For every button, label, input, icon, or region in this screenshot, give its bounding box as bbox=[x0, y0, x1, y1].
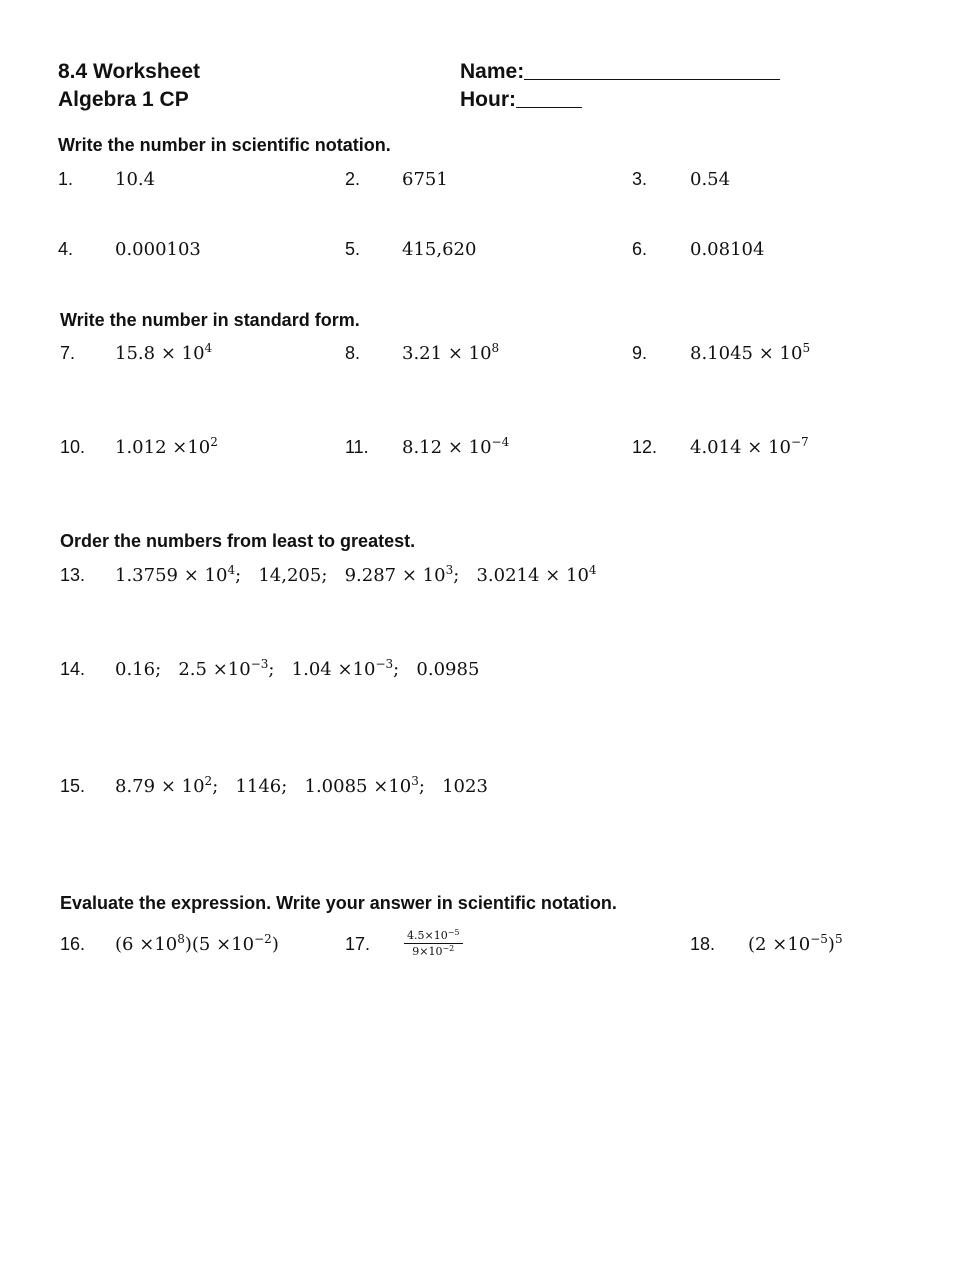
problem-number: 11. bbox=[345, 437, 369, 457]
problem-number: 16. bbox=[60, 934, 86, 954]
problem-expression: $8.1045 \times 10^5$ bbox=[690, 341, 811, 364]
problem-expression: $8.12 \times 10^{-4}$ bbox=[402, 435, 510, 458]
problem-number: 8. bbox=[345, 343, 361, 363]
problem-15-list: $8.79 \times 10^2$; 1146; $1.0085 \times 10^3$; 1023 bbox=[115, 774, 488, 797]
problem-14-list: 0.16; $2.5 \times 10^{-3}$; $1.04 \times 10^{-3}$; 0.0985 bbox=[115, 657, 480, 680]
problem-number: 17. bbox=[345, 934, 371, 954]
problem-number: 12. bbox=[632, 437, 658, 457]
problem-number: 6. bbox=[632, 239, 648, 259]
name-field[interactable] bbox=[460, 60, 780, 84]
problem-expression: $4.014 \times 10^{-7}$ bbox=[690, 435, 809, 458]
problem-number: 10. bbox=[60, 437, 86, 457]
problem-number: 5. bbox=[345, 239, 361, 259]
problem-expression: $1.012 \times 10^2$ bbox=[115, 435, 218, 458]
section4-instruction: Evaluate the expression. Write your answer in scientific notation. bbox=[60, 893, 617, 913]
problem-13-list: $1.3759 \times 10^4$; 14,205; $9.287 \times 10^3$; $3.0214 \times 10^4$ bbox=[115, 563, 597, 586]
name-blank[interactable] bbox=[524, 61, 780, 80]
problem-number: 3. bbox=[632, 169, 648, 189]
problem-expression: $3.21 \times 10^8$ bbox=[402, 341, 500, 364]
problem-number: 7. bbox=[60, 343, 76, 363]
name-label: Name: bbox=[460, 60, 525, 83]
worksheet-title: 8.4 Worksheet bbox=[58, 60, 201, 83]
problem-number: 15. bbox=[60, 776, 86, 796]
problem-value: 415,620 bbox=[402, 239, 477, 260]
problem-value: 10.4 bbox=[115, 169, 156, 190]
hour-blank[interactable] bbox=[516, 89, 582, 108]
problem-number: 13. bbox=[60, 565, 86, 585]
problem-16-expression: $(6 \times 10^8)(5 \times 10^{-2})$ bbox=[115, 932, 279, 955]
problem-value: 6751 bbox=[402, 169, 448, 190]
section2-instruction: Write the number in standard form. bbox=[60, 310, 360, 330]
problem-value: 0.08104 bbox=[690, 239, 765, 260]
hour-field[interactable] bbox=[460, 88, 582, 112]
section3-instruction: Order the numbers from least to greatest. bbox=[60, 531, 416, 551]
problem-value: 0.54 bbox=[690, 169, 731, 190]
problem-number: 9. bbox=[632, 343, 648, 363]
hour-label: Hour: bbox=[460, 88, 516, 111]
problem-number: 18. bbox=[690, 934, 716, 954]
problem-number: 4. bbox=[58, 239, 74, 259]
problem-17-fraction: $\frac{4.5\times 10^{-5}}{9\times 10^{-2}}$ bbox=[404, 926, 463, 959]
problem-18-expression: $(2 \times 10^{-5})^5$ bbox=[748, 932, 843, 955]
course-name: Algebra 1 CP bbox=[58, 88, 189, 111]
problem-number: 2. bbox=[345, 169, 361, 189]
problem-number: 14. bbox=[60, 659, 86, 679]
section1-instruction: Write the number in scientific notation. bbox=[58, 135, 391, 155]
problem-value: 0.000103 bbox=[115, 239, 201, 260]
problem-number: 1. bbox=[58, 169, 74, 189]
problem-expression: $15.8 \times 10^4$ bbox=[115, 341, 213, 364]
